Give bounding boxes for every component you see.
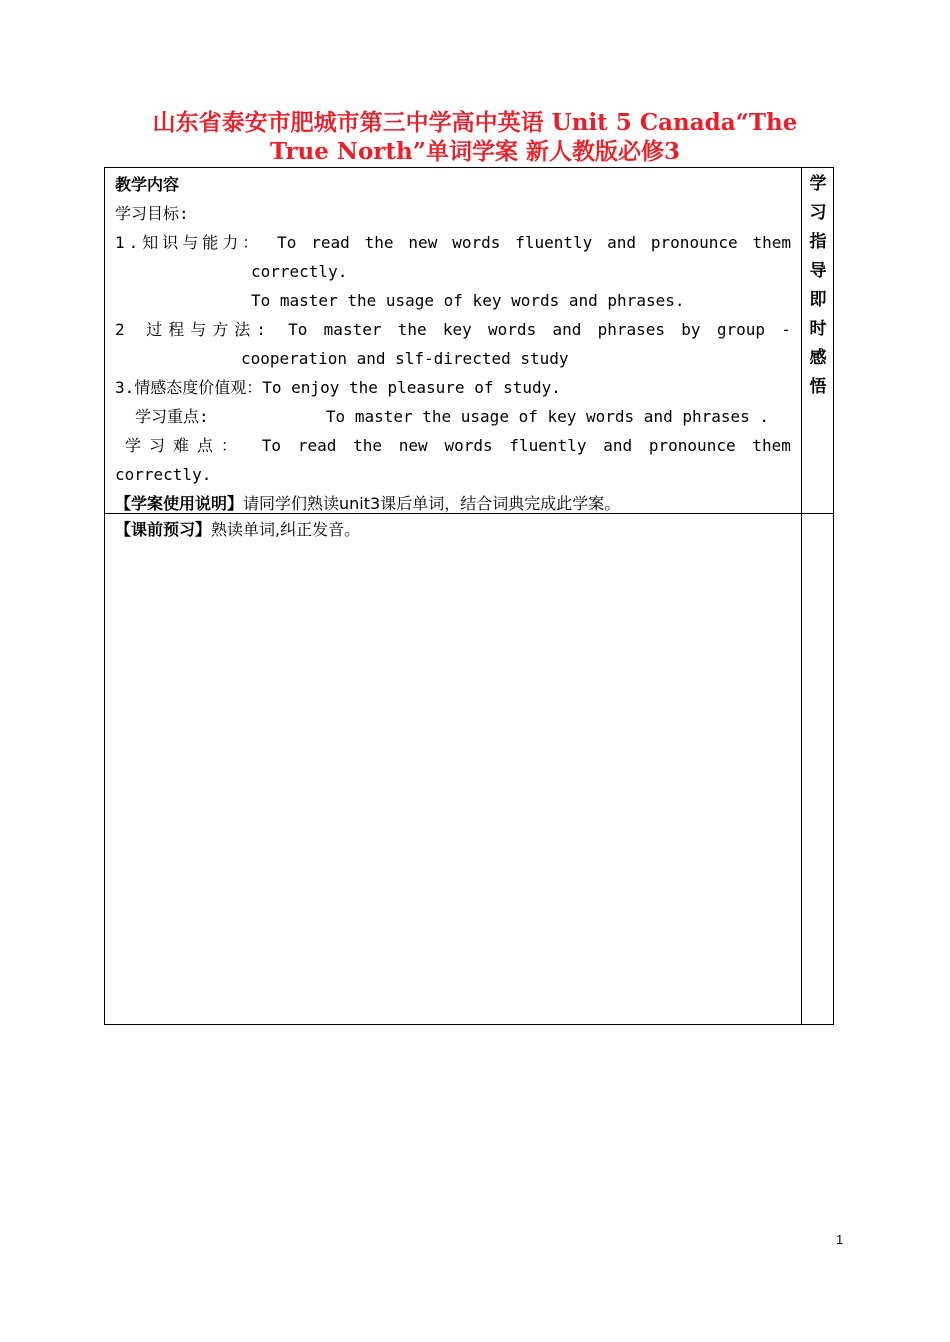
objective-3-line: 3.情感态度价值观：To enjoy the pleasure of study. <box>115 378 561 397</box>
instructions-text: 请同学们熟读unit3课后单词，结合词典完成此学案。 <box>243 494 621 513</box>
objective-1-label: 1.知识与能力： <box>115 233 263 252</box>
objective-1-line-3: To master the usage of key words and phrases. <box>251 291 685 310</box>
word: the <box>397 320 427 339</box>
objective-2-label: 2 过程与方法: <box>115 320 272 339</box>
word: and <box>607 233 637 252</box>
difficulties-line-2: correctly. <box>115 465 212 484</box>
guidance-char: 悟 <box>809 377 827 397</box>
word: new <box>408 233 438 252</box>
word: group <box>716 320 765 339</box>
lesson-table <box>104 167 834 1025</box>
guidance-char: 感 <box>809 348 827 368</box>
word: them <box>752 233 791 252</box>
word: read <box>297 436 337 455</box>
preview-label: 【课前预习】 <box>115 520 212 539</box>
preview-text: 熟读单词,纠正发音。 <box>211 520 361 539</box>
word: To <box>288 320 308 339</box>
difficulties-line <box>115 431 791 460</box>
word: words <box>488 320 537 339</box>
word: - <box>781 320 791 339</box>
guidance-char: 导 <box>809 261 827 281</box>
instructions-label: 【学案使用说明】 <box>115 494 244 513</box>
key-points-line <box>115 402 791 431</box>
word: pronounce <box>650 233 738 252</box>
title-line-2: True North”单词学案 新人教版必修3 <box>270 138 680 165</box>
objective-1-line-2: correctly. <box>251 262 348 281</box>
word: key <box>442 320 472 339</box>
title-line-1: 山东省泰安市肥城市第三中学高中英语 Unit 5 Canada“The <box>152 109 798 136</box>
guidance-char: 即 <box>809 290 827 310</box>
word: fluently <box>509 436 587 455</box>
word: fluently <box>515 233 593 252</box>
instructions-line <box>115 489 791 518</box>
word: words <box>444 436 493 455</box>
word: words <box>452 233 501 252</box>
word: pronounce <box>648 436 736 455</box>
word: the <box>364 233 394 252</box>
word: by <box>681 320 701 339</box>
teaching-content-cell <box>115 170 791 518</box>
word: the <box>353 436 383 455</box>
preview-cell <box>115 515 360 544</box>
preview-line <box>115 515 360 544</box>
word: To <box>277 233 297 252</box>
key-points-text: To master the usage of key words and phrases . <box>325 407 770 426</box>
word: read <box>311 233 350 252</box>
difficulties-label: 学习难点： <box>125 436 246 455</box>
guidance-char: 指 <box>809 232 827 252</box>
word: new <box>398 436 428 455</box>
guidance-char: 学 <box>809 174 827 194</box>
guidance-char: 习 <box>809 203 827 223</box>
objectives-label: 学习目标: <box>115 204 189 223</box>
guidance-column <box>802 170 834 402</box>
word: To <box>261 436 282 455</box>
word: phrases <box>597 320 666 339</box>
document-title <box>104 108 846 166</box>
objective-2-line <box>115 315 791 344</box>
guidance-char: 时 <box>809 319 827 339</box>
word: master <box>323 320 382 339</box>
word: them <box>752 436 791 455</box>
page-number: 1 <box>836 1232 844 1247</box>
section-heading: 教学内容 <box>115 175 180 194</box>
objective-1-line <box>115 228 791 257</box>
word: and <box>552 320 582 339</box>
objective-2-line-2: cooperation and slf-directed study <box>241 349 569 368</box>
word: and <box>603 436 633 455</box>
key-points-label: 学习重点: <box>135 407 209 426</box>
